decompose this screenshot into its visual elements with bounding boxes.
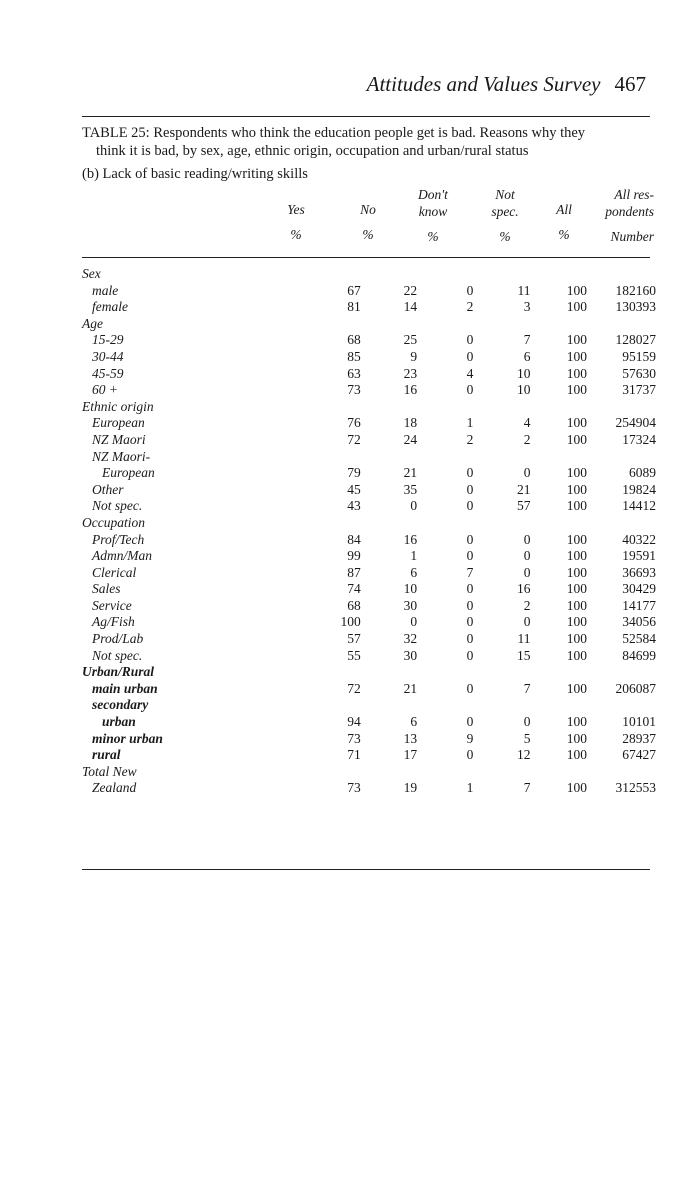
- table-row: [82, 349, 656, 366]
- running-title: Attitudes and Values Survey: [366, 72, 601, 96]
- table-row: [82, 482, 656, 499]
- cell-value: 100: [566, 714, 587, 730]
- cell-value: 18: [403, 415, 418, 431]
- col-yes-unit: %: [290, 227, 302, 242]
- cell-value: [361, 399, 417, 416]
- cell-value: 81: [347, 299, 361, 315]
- row-label: Service: [92, 597, 132, 613]
- cell-value: 76: [347, 415, 361, 431]
- cell-value: 7: [523, 680, 531, 696]
- cell-value: [587, 697, 656, 714]
- row-label: NZ Maori: [92, 431, 146, 447]
- cell-value: 0: [466, 498, 474, 514]
- row-label: Not spec.: [92, 647, 143, 663]
- cell-value: 16: [403, 531, 418, 547]
- cell-value: 0: [466, 631, 474, 647]
- cell-value: 0: [410, 498, 418, 514]
- table-row: [82, 548, 656, 565]
- col-allresp-label-1: All res-: [614, 187, 654, 202]
- col-header-no: [348, 201, 388, 243]
- cell-value: 100: [566, 564, 587, 580]
- cell-value: 10101: [622, 714, 656, 730]
- cell-value: 100: [566, 581, 587, 597]
- cell-value: 7: [466, 564, 474, 580]
- cell-value: 24: [403, 431, 418, 447]
- row-label: secondary: [92, 697, 149, 713]
- cell-value: [361, 449, 417, 466]
- cell-value: 72: [347, 680, 361, 696]
- cell-value: 0: [523, 714, 531, 730]
- row-label: Ethnic origin: [82, 398, 154, 414]
- row-label: 60 +: [92, 382, 118, 398]
- table-row: [82, 714, 656, 731]
- cell-value: 2: [523, 431, 531, 447]
- col-header-not-spec: [478, 186, 532, 245]
- col-no-label: No: [360, 202, 376, 217]
- cell-value: [531, 515, 588, 532]
- cell-value: [417, 515, 473, 532]
- cell-value: 100: [566, 481, 587, 497]
- cell-value: 85: [347, 348, 361, 364]
- cell-value: 68: [347, 597, 361, 613]
- cell-value: 6: [523, 348, 531, 364]
- cell-value: 14177: [622, 597, 656, 613]
- cell-value: 0: [466, 747, 474, 763]
- cell-value: 5: [523, 730, 531, 746]
- cell-value: [531, 316, 588, 333]
- cell-value: [417, 399, 473, 416]
- cell-value: [231, 697, 361, 714]
- cell-value: 100: [340, 614, 361, 630]
- row-label: Not spec.: [92, 498, 143, 514]
- table-row: [82, 515, 656, 532]
- cell-value: [473, 515, 530, 532]
- cell-value: [473, 697, 530, 714]
- cell-value: 31737: [622, 382, 656, 398]
- cell-value: [231, 449, 361, 466]
- row-label: Prod/Lab: [92, 631, 144, 647]
- cell-value: 87: [347, 564, 361, 580]
- row-label: 30-44: [92, 348, 124, 364]
- col-header-yes: [276, 201, 316, 243]
- cell-value: 7: [523, 332, 531, 348]
- cell-value: 0: [523, 564, 531, 580]
- col-allresp-unit: Number: [610, 229, 654, 244]
- cell-value: 6089: [629, 465, 656, 481]
- cell-value: 312553: [615, 780, 656, 796]
- cell-value: 4: [466, 365, 474, 381]
- table-row: [82, 631, 656, 648]
- row-label: Clerical: [92, 564, 137, 580]
- col-notspec-label-2: spec.: [491, 204, 519, 219]
- table-row: [82, 614, 656, 631]
- cell-value: 100: [566, 614, 587, 630]
- col-header-all: [544, 201, 584, 243]
- cell-value: 100: [566, 431, 587, 447]
- cell-value: [231, 399, 361, 416]
- cell-value: 22: [403, 282, 418, 298]
- col-notspec-label-1: Not: [495, 187, 515, 202]
- cell-value: 0: [523, 465, 531, 481]
- cell-value: [361, 664, 417, 681]
- cell-value: 84699: [622, 647, 656, 663]
- table-row: [82, 747, 656, 764]
- cell-value: 0: [466, 481, 474, 497]
- cell-value: 100: [566, 548, 587, 564]
- cell-value: 19824: [622, 481, 656, 497]
- cell-value: 52584: [622, 631, 656, 647]
- cell-value: 128027: [615, 332, 656, 348]
- table-row: [82, 299, 656, 316]
- cell-value: 130393: [615, 299, 656, 315]
- cell-value: 35: [403, 481, 418, 497]
- cell-value: 100: [566, 498, 587, 514]
- cell-value: [587, 316, 656, 333]
- col-no-unit: %: [362, 227, 374, 242]
- cell-value: [361, 697, 417, 714]
- cell-value: 57: [517, 498, 531, 514]
- cell-value: 100: [566, 299, 587, 315]
- cell-value: 15: [517, 647, 531, 663]
- cell-value: 16: [403, 382, 418, 398]
- cell-value: 43: [347, 498, 361, 514]
- table-row: [82, 465, 656, 482]
- table-row: [82, 366, 656, 383]
- cell-value: [531, 399, 588, 416]
- cell-value: 0: [466, 282, 474, 298]
- cell-value: [361, 764, 417, 781]
- cell-value: [361, 266, 417, 283]
- col-allresp-label-2: pondents: [605, 204, 654, 219]
- cell-value: 95159: [622, 348, 656, 364]
- cell-value: 73: [347, 780, 361, 796]
- cell-value: [531, 449, 588, 466]
- cell-value: 6: [410, 564, 418, 580]
- cell-value: 100: [566, 415, 587, 431]
- cell-value: 100: [566, 382, 587, 398]
- cell-value: 9: [410, 348, 418, 364]
- cell-value: 16: [517, 581, 531, 597]
- col-dontknow-label-1: Don't: [418, 187, 448, 202]
- table-row: [82, 581, 656, 598]
- cell-value: 100: [566, 631, 587, 647]
- row-label: Zealand: [92, 780, 137, 796]
- row-label: Prof/Tech: [92, 531, 145, 547]
- table-row: [82, 332, 656, 349]
- cell-value: [587, 449, 656, 466]
- cell-value: 100: [566, 680, 587, 696]
- row-label: male: [92, 282, 119, 298]
- row-label: rural: [92, 747, 121, 763]
- cell-value: 57: [347, 631, 361, 647]
- cell-value: 30: [403, 597, 418, 613]
- table-row: [82, 565, 656, 582]
- cell-value: [587, 399, 656, 416]
- row-label: European: [102, 465, 155, 481]
- cell-value: 100: [566, 282, 587, 298]
- cell-value: 2: [466, 431, 474, 447]
- cell-value: 6: [410, 714, 418, 730]
- cell-value: 100: [566, 747, 587, 763]
- cell-value: 14: [403, 299, 418, 315]
- cell-value: 0: [466, 348, 474, 364]
- row-label: minor urban: [92, 730, 163, 746]
- table-row: [82, 731, 656, 748]
- row-label: Other: [92, 481, 124, 497]
- cell-value: 21: [403, 465, 418, 481]
- table-row: [82, 764, 656, 781]
- cell-value: [587, 515, 656, 532]
- cell-value: 9: [466, 730, 474, 746]
- cell-value: 63: [347, 365, 361, 381]
- table-row: [82, 681, 656, 698]
- row-label: Occupation: [82, 514, 145, 530]
- cell-value: 19: [403, 780, 418, 796]
- cell-value: 182160: [615, 282, 656, 298]
- row-label: urban: [102, 714, 136, 730]
- col-all-unit: %: [558, 227, 570, 242]
- col-yes-label: Yes: [287, 202, 305, 217]
- cell-value: 36693: [622, 564, 656, 580]
- cell-value: 21: [517, 481, 531, 497]
- cell-value: 10: [517, 382, 531, 398]
- cell-value: [417, 697, 473, 714]
- row-label: Admn/Man: [92, 548, 152, 564]
- cell-value: 94: [347, 714, 361, 730]
- table-row: [82, 399, 656, 416]
- row-label: Urban/Rural: [82, 664, 155, 680]
- cell-value: [531, 697, 588, 714]
- cell-value: 14412: [622, 498, 656, 514]
- cell-value: 30: [403, 647, 418, 663]
- cell-value: 100: [566, 597, 587, 613]
- cell-value: 73: [347, 382, 361, 398]
- table-row: [82, 316, 656, 333]
- page-header: [367, 72, 646, 97]
- cell-value: 100: [566, 780, 587, 796]
- cell-value: 67427: [622, 747, 656, 763]
- row-label: female: [92, 299, 128, 315]
- cell-value: 0: [466, 581, 474, 597]
- cell-value: [361, 316, 417, 333]
- page-number: 467: [614, 72, 646, 96]
- cell-value: 40322: [622, 531, 656, 547]
- table-caption: [82, 124, 654, 160]
- col-dontknow-label-2: know: [418, 204, 448, 219]
- cell-value: [473, 664, 530, 681]
- cell-value: 25: [403, 332, 418, 348]
- cell-value: 34056: [622, 614, 656, 630]
- cell-value: 100: [566, 332, 587, 348]
- cell-value: 100: [566, 365, 587, 381]
- cell-value: [531, 664, 588, 681]
- cell-value: 1: [466, 415, 474, 431]
- col-notspec-unit: %: [499, 229, 511, 244]
- cell-value: 206087: [615, 680, 656, 696]
- cell-value: 100: [566, 730, 587, 746]
- cell-value: 100: [566, 348, 587, 364]
- cell-value: [587, 266, 656, 283]
- caption-line-2: think it is bad, by sex, age, ethnic origin, occupation and urban/rural status: [96, 143, 529, 159]
- cell-value: 12: [517, 747, 531, 763]
- cell-value: [231, 664, 361, 681]
- cell-value: [231, 764, 361, 781]
- bottom-rule: [82, 869, 650, 870]
- cell-value: 0: [523, 548, 531, 564]
- cell-value: [417, 764, 473, 781]
- cell-value: 1: [466, 780, 474, 796]
- cell-value: 2: [523, 597, 531, 613]
- cell-value: 21: [403, 680, 418, 696]
- cell-value: 2: [466, 299, 474, 315]
- cell-value: [417, 449, 473, 466]
- row-label: NZ Maori-: [92, 448, 151, 464]
- cell-value: 1: [410, 548, 418, 564]
- col-dontknow-unit: %: [427, 229, 439, 244]
- cell-value: 79: [347, 465, 361, 481]
- row-label: main urban: [92, 680, 158, 696]
- row-label: European: [92, 415, 145, 431]
- cell-value: 0: [466, 614, 474, 630]
- cell-value: 68: [347, 332, 361, 348]
- cell-value: 32: [403, 631, 418, 647]
- cell-value: 99: [347, 548, 361, 564]
- cell-value: 73: [347, 730, 361, 746]
- table-row: [82, 432, 656, 449]
- table-row: [82, 498, 656, 515]
- row-label: Ag/Fish: [92, 614, 135, 630]
- header-rule: [82, 257, 650, 258]
- caption-line-1: TABLE 25: Respondents who think the education people get is bad. Reasons why they: [82, 125, 586, 141]
- cell-value: 74: [347, 581, 361, 597]
- table-row: [82, 415, 656, 432]
- cell-value: 0: [466, 548, 474, 564]
- table-row: [82, 598, 656, 615]
- cell-value: 100: [566, 531, 587, 547]
- cell-value: [531, 266, 588, 283]
- table-body: [82, 266, 656, 797]
- cell-value: [361, 515, 417, 532]
- table-row: [82, 697, 656, 714]
- cell-value: [587, 664, 656, 681]
- cell-value: 0: [410, 614, 418, 630]
- cell-value: 3: [523, 299, 531, 315]
- row-label: Age: [82, 315, 103, 331]
- cell-value: 10: [517, 365, 531, 381]
- cell-value: 17: [403, 747, 418, 763]
- cell-value: 10: [403, 581, 418, 597]
- cell-value: 7: [523, 780, 531, 796]
- cell-value: 45: [347, 481, 361, 497]
- cell-value: 0: [466, 332, 474, 348]
- cell-value: [473, 316, 530, 333]
- cell-value: 0: [466, 531, 474, 547]
- cell-value: [473, 266, 530, 283]
- row-label: 45-59: [92, 365, 124, 381]
- cell-value: [231, 266, 361, 283]
- cell-value: 67: [347, 282, 361, 298]
- data-table: [82, 266, 656, 797]
- cell-value: 0: [466, 382, 474, 398]
- cell-value: 23: [403, 365, 418, 381]
- cell-value: [231, 316, 361, 333]
- table-row: [82, 449, 656, 466]
- cell-value: [587, 764, 656, 781]
- cell-value: 100: [566, 647, 587, 663]
- row-label: Total New: [82, 763, 137, 779]
- cell-value: 0: [523, 614, 531, 630]
- cell-value: [417, 266, 473, 283]
- cell-value: 100: [566, 465, 587, 481]
- cell-value: 0: [466, 597, 474, 613]
- cell-value: [417, 316, 473, 333]
- cell-value: 4: [523, 415, 531, 431]
- cell-value: 84: [347, 531, 361, 547]
- table-row: [82, 664, 656, 681]
- top-rule: [82, 116, 650, 117]
- cell-value: 71: [347, 747, 361, 763]
- table-row: [82, 532, 656, 549]
- cell-value: [473, 399, 530, 416]
- cell-value: 0: [466, 680, 474, 696]
- cell-value: 11: [517, 282, 531, 298]
- table-row: [82, 648, 656, 665]
- cell-value: [231, 515, 361, 532]
- cell-value: 28937: [622, 730, 656, 746]
- cell-value: [473, 764, 530, 781]
- cell-value: 17324: [622, 431, 656, 447]
- row-label: Sales: [92, 581, 121, 597]
- col-all-label: All: [556, 202, 572, 217]
- cell-value: 19591: [622, 548, 656, 564]
- row-label: 15-29: [92, 332, 124, 348]
- cell-value: 0: [466, 714, 474, 730]
- cell-value: 13: [403, 730, 418, 746]
- cell-value: 0: [466, 647, 474, 663]
- cell-value: 30429: [622, 581, 656, 597]
- cell-value: 55: [347, 647, 361, 663]
- table-row: [82, 780, 656, 797]
- cell-value: 57630: [622, 365, 656, 381]
- cell-value: 0: [466, 465, 474, 481]
- table-row: [82, 382, 656, 399]
- table-row: [82, 266, 656, 283]
- table-subtitle: (b) Lack of basic reading/writing skills: [82, 166, 308, 182]
- table-row: [82, 283, 656, 300]
- cell-value: 11: [517, 631, 531, 647]
- cell-value: [417, 664, 473, 681]
- cell-value: [531, 764, 588, 781]
- cell-value: 254904: [615, 415, 656, 431]
- cell-value: [473, 449, 530, 466]
- col-header-all-respondents: [596, 186, 654, 245]
- row-label: Sex: [82, 266, 101, 281]
- cell-value: 0: [523, 531, 531, 547]
- cell-value: 72: [347, 431, 361, 447]
- col-header-dont-know: [406, 186, 460, 245]
